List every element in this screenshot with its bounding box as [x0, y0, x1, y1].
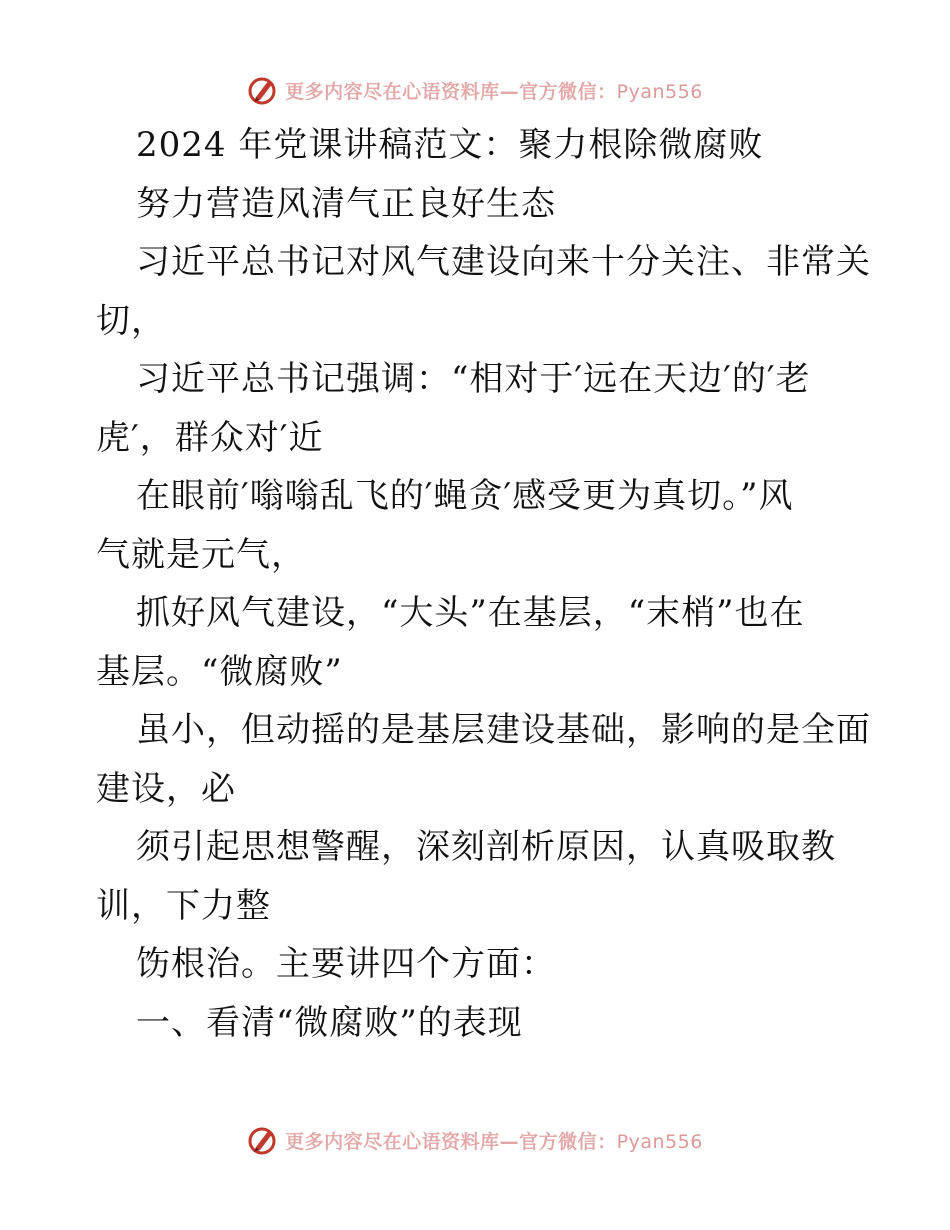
header-banner — [0, 70, 950, 110]
paragraph-line: 虎′，群众对′近 — [96, 417, 324, 458]
paragraph-line: 虽小，但动摇的是基层建设基础，影响的是全面 — [136, 710, 871, 750]
paragraph-line: 在眼前′嗡嗡乱飞的′蝇贪′感受更为真切。”风 — [136, 476, 794, 516]
section-heading: 一、看清“微腐败”的表现 — [136, 1002, 523, 1043]
header-banner-text — [285, 77, 703, 104]
paragraph-line: 习近平总书记对风气建设向来十分关注、非常关 — [136, 242, 871, 282]
footer-banner — [0, 1120, 950, 1160]
pen-logo-icon — [247, 1124, 279, 1156]
paragraph-line: 建设，必 — [96, 768, 236, 809]
paragraph-line: 须引起思想警醒，深刻剖析原因，认真吸取教 — [136, 827, 836, 867]
paragraph-line: 饬根治。主要讲四个方面： — [136, 944, 556, 984]
pen-logo-icon — [247, 74, 279, 106]
header-wechat-id: Pyan556 — [616, 80, 703, 103]
document-body — [96, 116, 871, 1052]
footer-wechat-id: Pyan556 — [616, 1130, 703, 1153]
paragraph-line: 切， — [96, 300, 166, 341]
paragraph-line: 基层。“微腐败” — [96, 651, 343, 692]
paragraph-line: 抓好风气建设，“大头”在基层，“末梢”也在 — [136, 593, 805, 633]
footer-banner-text — [285, 1127, 703, 1154]
doc-title-line-1: 2024 年党课讲稿范文：聚力根除微腐败 — [136, 125, 764, 165]
paragraph-line: 训，下力整 — [96, 885, 271, 926]
doc-title-line-2: 努力营造风清气正良好生态 — [136, 183, 556, 224]
paragraph-line: 气就是元气， — [96, 534, 306, 575]
footer-banner-label: 更多内容尽在心语资料库—官方微信： — [285, 1130, 617, 1153]
paragraph-line: 习近平总书记强调：“相对于′远在天边′的′老 — [136, 359, 811, 399]
header-banner-label: 更多内容尽在心语资料库—官方微信： — [285, 80, 617, 103]
